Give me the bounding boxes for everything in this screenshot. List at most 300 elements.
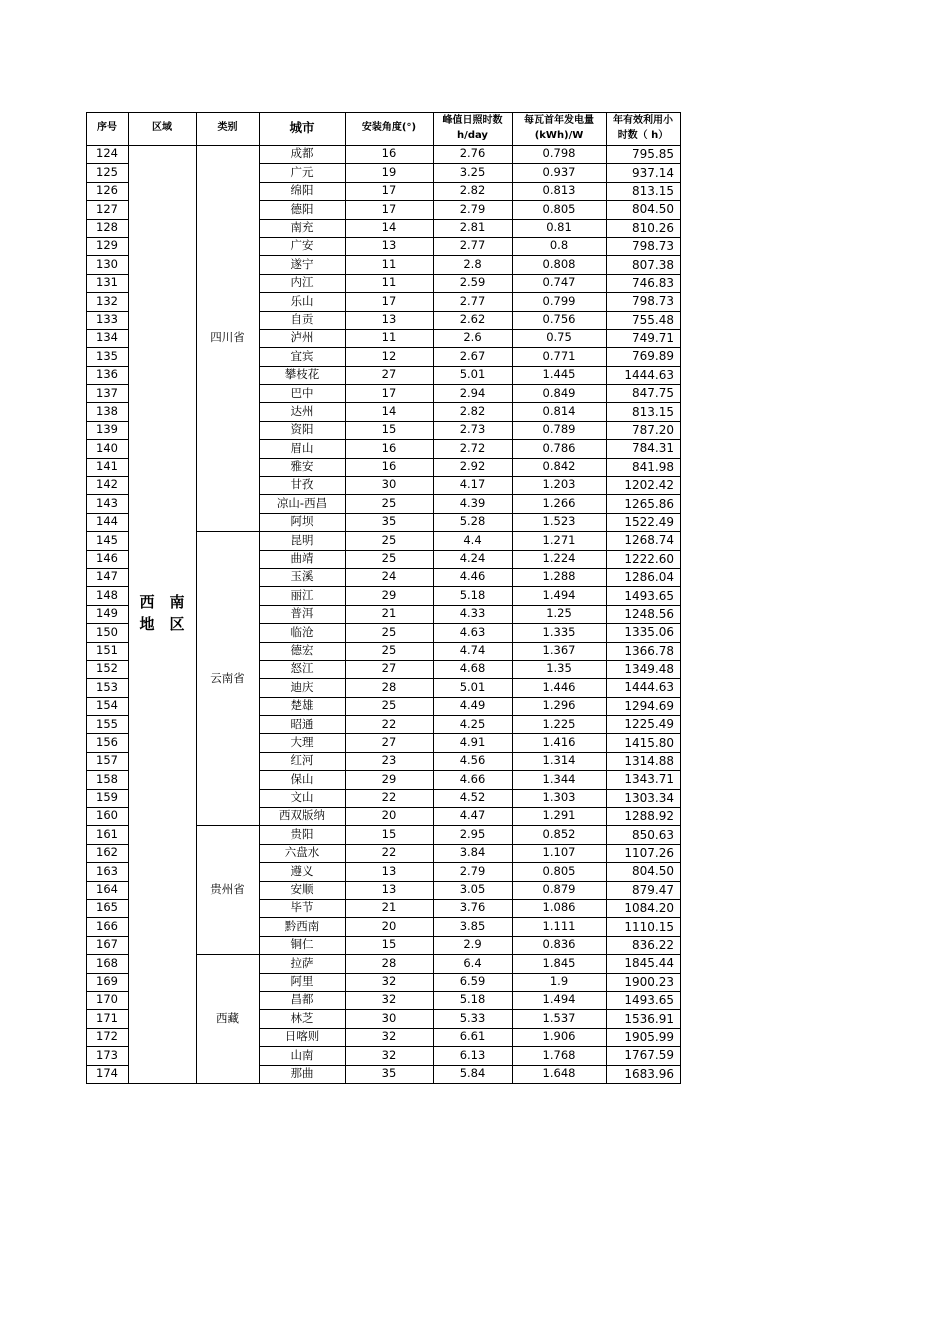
city-cell: 泸州: [290, 330, 314, 345]
energy-cell: 1.906: [542, 1029, 576, 1044]
grid-line: [86, 733, 128, 734]
energy-cell: 1.314: [542, 753, 576, 768]
seq-cell: 128: [96, 219, 118, 234]
grid-line: [259, 402, 681, 403]
peak-hours-cell: 4.4: [463, 532, 482, 547]
energy-cell: 0.771: [542, 348, 576, 363]
peak-hours-cell: 2.62: [459, 311, 486, 326]
solar-data-table: [86, 112, 681, 1085]
grid-line: [86, 513, 128, 514]
grid-line: [259, 182, 681, 183]
seq-cell: 143: [96, 495, 118, 510]
peak-hours-cell: 4.68: [459, 661, 486, 676]
grid-line: [259, 899, 681, 900]
grid-line: [259, 936, 681, 937]
angle-cell: 32: [381, 973, 397, 988]
seq-cell: 169: [96, 973, 118, 988]
peak-hours-cell: 4.33: [459, 606, 486, 621]
peak-hours-cell: 5.18: [459, 992, 486, 1007]
header-category-text: 类别: [217, 122, 238, 134]
annual-hours-cell: 1265.86: [624, 496, 674, 511]
city-cell: 玉溪: [290, 569, 314, 584]
annual-hours-cell: 1905.99: [624, 1029, 674, 1044]
energy-cell: 0.813: [542, 183, 576, 198]
seq-cell: 145: [96, 532, 118, 547]
seq-cell: 132: [96, 293, 118, 308]
angle-cell: 25: [381, 495, 397, 510]
annual-hours-cell: 787.20: [632, 423, 674, 438]
city-cell: 楚雄: [290, 698, 314, 713]
annual-hours-cell: 1444.63: [624, 680, 674, 695]
angle-cell: 19: [381, 164, 397, 179]
city-cell: 昌都: [290, 992, 314, 1007]
grid-line: [259, 219, 681, 220]
grid-line: [86, 770, 128, 771]
angle-cell: 20: [381, 808, 397, 823]
grid-line: [86, 881, 128, 882]
energy-cell: 0.789: [542, 422, 576, 437]
peak-hours-cell: 5.01: [459, 367, 486, 382]
peak-hours-cell: 4.74: [459, 642, 486, 657]
grid-line: [86, 991, 128, 992]
seq-cell: 171: [96, 1010, 118, 1025]
grid-line: [86, 917, 128, 918]
energy-cell: 0.836: [542, 937, 576, 952]
annual-hours-cell: 807.38: [632, 257, 674, 272]
peak-hours-cell: 2.77: [459, 293, 486, 308]
peak-hours-cell: 2.77: [459, 238, 486, 253]
energy-cell: 1.9: [549, 973, 569, 988]
energy-cell: 0.75: [546, 330, 572, 345]
annual-hours-cell: 1767.59: [624, 1048, 674, 1063]
energy-cell: 1.523: [542, 514, 576, 529]
grid-line: [86, 789, 128, 790]
grid-line: [259, 844, 681, 845]
city-cell: 遵义: [290, 863, 314, 878]
peak-hours-cell: 4.63: [459, 624, 486, 639]
peak-hours-cell: 4.24: [459, 551, 486, 566]
energy-cell: 1.768: [542, 1047, 576, 1062]
grid-line: [86, 329, 128, 330]
grid-line: [259, 1028, 681, 1029]
peak-hours-cell: 2.82: [459, 403, 486, 418]
peak-hours-cell: 3.85: [459, 918, 486, 933]
annual-hours-cell: 798.73: [632, 239, 674, 254]
seq-cell: 162: [96, 845, 118, 860]
header-region-text: 区域: [152, 122, 172, 134]
seq-cell: 174: [96, 1065, 118, 1080]
annual-hours-cell: 1522.49: [624, 514, 674, 529]
energy-cell: 1.288: [542, 569, 576, 584]
grid-line: [259, 347, 681, 348]
peak-hours-cell: 3.76: [459, 900, 486, 915]
peak-hours-cell: 4.25: [459, 716, 486, 731]
angle-cell: 35: [381, 1065, 397, 1080]
seq-cell: 153: [96, 679, 118, 694]
peak-hours-cell: 4.52: [459, 790, 486, 805]
peak-hours-cell: 5.33: [459, 1010, 486, 1025]
seq-cell: 152: [96, 661, 118, 676]
peak-hours-cell: 2.9: [463, 937, 482, 952]
city-cell: 拉萨: [290, 955, 314, 970]
energy-cell: 1.303: [542, 790, 576, 805]
peak-hours-cell: 2.73: [459, 422, 486, 437]
annual-hours-cell: 1248.56: [624, 606, 674, 621]
peak-hours-cell: 4.46: [459, 569, 486, 584]
energy-cell: 0.805: [542, 201, 576, 216]
angle-cell: 25: [381, 698, 397, 713]
grid-line: [86, 402, 128, 403]
header-category: [196, 112, 259, 145]
seq-cell: 166: [96, 918, 118, 933]
annual-hours-cell: 769.89: [632, 349, 674, 364]
peak-hours-cell: 6.13: [459, 1047, 486, 1062]
grid-line: [259, 605, 681, 606]
peak-hours-cell: 2.72: [459, 440, 486, 455]
grid-line: [86, 274, 128, 275]
annual-hours-cell: 850.63: [632, 827, 674, 842]
annual-hours-cell: 813.15: [632, 404, 674, 419]
angle-cell: 14: [381, 403, 397, 418]
energy-cell: 1.25: [546, 606, 572, 621]
header-energy: [512, 112, 606, 145]
peak-hours-cell: 2.81: [459, 219, 486, 234]
energy-cell: 1.367: [542, 642, 576, 657]
grid-line: [86, 163, 128, 164]
energy-cell: 1.648: [542, 1065, 576, 1080]
angle-cell: 17: [381, 385, 397, 400]
annual-hours-cell: 1335.06: [624, 625, 674, 640]
grid-line: [259, 660, 681, 661]
energy-cell: 1.335: [542, 624, 576, 639]
energy-cell: 0.799: [542, 293, 576, 308]
grid-line: [86, 145, 681, 146]
grid-line: [259, 1009, 681, 1010]
grid-line: [86, 1028, 128, 1029]
seq-cell: 150: [96, 624, 118, 639]
grid-line: [259, 421, 681, 422]
city-cell: 丽江: [290, 587, 314, 602]
grid-line: [433, 112, 434, 1084]
angle-cell: 29: [381, 771, 397, 786]
city-cell: 日喀则: [284, 1029, 320, 1044]
grid-line: [86, 458, 128, 459]
angle-cell: 16: [381, 459, 397, 474]
grid-line: [259, 494, 681, 495]
city-cell: 铜仁: [290, 937, 314, 952]
header-annual-hours-text: 时数（ h）: [617, 129, 669, 141]
energy-cell: 1.291: [542, 808, 576, 823]
seq-cell: 155: [96, 716, 118, 731]
peak-hours-cell: 2.94: [459, 385, 486, 400]
category-cell: 西藏: [216, 1010, 239, 1025]
grid-line: [196, 112, 197, 1084]
annual-hours-cell: 1493.65: [624, 993, 674, 1008]
energy-cell: 0.805: [542, 863, 576, 878]
grid-line: [259, 697, 681, 698]
seq-cell: 140: [96, 440, 118, 455]
seq-cell: 127: [96, 201, 118, 216]
angle-cell: 22: [381, 845, 397, 860]
annual-hours-cell: 804.50: [632, 202, 674, 217]
grid-line: [259, 917, 681, 918]
energy-cell: 1.296: [542, 698, 576, 713]
annual-hours-cell: 1222.60: [624, 551, 674, 566]
annual-hours-cell: 810.26: [632, 220, 674, 235]
city-cell: 六盘水: [284, 845, 320, 860]
seq-cell: 148: [96, 587, 118, 602]
energy-cell: 0.798: [542, 146, 576, 161]
peak-hours-cell: 2.6: [463, 330, 482, 345]
grid-line: [86, 642, 128, 643]
annual-hours-cell: 1225.49: [624, 717, 674, 732]
annual-hours-cell: 1683.96: [624, 1066, 674, 1081]
angle-cell: 27: [381, 734, 397, 749]
energy-cell: 1.445: [542, 367, 576, 382]
grid-line: [86, 476, 128, 477]
angle-cell: 32: [381, 1047, 397, 1062]
annual-hours-cell: 1536.91: [624, 1011, 674, 1026]
energy-cell: 0.849: [542, 385, 576, 400]
city-cell: 那曲: [290, 1065, 314, 1080]
header-city-text: 城市: [289, 120, 315, 136]
annual-hours-cell: 813.15: [632, 183, 674, 198]
energy-cell: 1.845: [542, 955, 576, 970]
city-cell: 广安: [290, 238, 314, 253]
peak-hours-cell: 4.47: [459, 808, 486, 823]
energy-cell: 0.814: [542, 403, 576, 418]
grid-line: [259, 366, 681, 367]
grid-line: [259, 715, 681, 716]
grid-line: [259, 954, 681, 955]
peak-hours-cell: 2.76: [459, 146, 486, 161]
annual-hours-cell: 1493.65: [624, 588, 674, 603]
region-text: 西 南: [139, 593, 185, 612]
grid-line: [259, 1065, 681, 1066]
annual-hours-cell: 755.48: [632, 312, 674, 327]
energy-cell: 1.111: [542, 918, 576, 933]
grid-line: [259, 752, 681, 753]
grid-line: [86, 899, 128, 900]
grid-line: [86, 1065, 128, 1066]
city-cell: 黔西南: [284, 918, 320, 933]
grid-line: [259, 623, 681, 624]
header-angle: [345, 112, 433, 145]
angle-cell: 32: [381, 1029, 397, 1044]
energy-cell: 0.808: [542, 256, 576, 271]
city-cell: 眉山: [290, 440, 314, 455]
seq-cell: 136: [96, 367, 118, 382]
peak-hours-cell: 3.05: [459, 882, 486, 897]
seq-cell: 142: [96, 477, 118, 492]
grid-line: [345, 112, 346, 1084]
annual-hours-cell: 1294.69: [624, 698, 674, 713]
city-cell: 乐山: [290, 293, 314, 308]
angle-cell: 27: [381, 367, 397, 382]
annual-hours-cell: 841.98: [632, 459, 674, 474]
peak-hours-cell: 2.82: [459, 183, 486, 198]
annual-hours-cell: 847.75: [632, 386, 674, 401]
grid-line: [259, 237, 681, 238]
seq-cell: 130: [96, 256, 118, 271]
angle-cell: 16: [381, 146, 397, 161]
header-energy-text: 每瓦首年发电量: [524, 115, 594, 126]
grid-line: [259, 112, 260, 1084]
grid-line: [86, 219, 128, 220]
category-cell: 云南省: [210, 670, 245, 685]
grid-line: [259, 825, 681, 826]
angle-cell: 25: [381, 532, 397, 547]
grid-line: [259, 550, 681, 551]
angle-cell: 25: [381, 624, 397, 639]
grid-line: [86, 1009, 128, 1010]
seq-cell: 154: [96, 698, 118, 713]
city-cell: 攀枝花: [284, 367, 320, 382]
angle-cell: 22: [381, 790, 397, 805]
angle-cell: 24: [381, 569, 397, 584]
angle-cell: 15: [381, 937, 397, 952]
peak-hours-cell: 5.01: [459, 679, 486, 694]
energy-cell: 1.35: [546, 661, 572, 676]
city-cell: 遂宁: [290, 256, 314, 271]
seq-cell: 164: [96, 882, 118, 897]
city-cell: 自贡: [290, 311, 314, 326]
annual-hours-cell: 937.14: [632, 165, 674, 180]
annual-hours-cell: 1314.88: [624, 754, 674, 769]
grid-line: [86, 586, 128, 587]
city-cell: 普洱: [290, 606, 314, 621]
angle-cell: 25: [381, 642, 397, 657]
header-city: [259, 112, 345, 145]
annual-hours-cell: 1084.20: [624, 901, 674, 916]
grid-line: [196, 531, 259, 532]
grid-line: [86, 825, 128, 826]
grid-line: [259, 881, 681, 882]
annual-hours-cell: 1366.78: [624, 643, 674, 658]
city-cell: 德宏: [290, 642, 314, 657]
annual-hours-cell: 1303.34: [624, 790, 674, 805]
seq-cell: 170: [96, 992, 118, 1007]
grid-line: [259, 384, 681, 385]
seq-cell: 126: [96, 183, 118, 198]
category-cell: 四川省: [210, 330, 245, 345]
energy-cell: 0.756: [542, 311, 576, 326]
grid-line: [86, 1083, 681, 1084]
grid-line: [86, 678, 128, 679]
grid-line: [259, 458, 681, 459]
grid-line: [86, 807, 128, 808]
peak-hours-cell: 2.8: [463, 256, 482, 271]
peak-hours-cell: 4.39: [459, 495, 486, 510]
seq-cell: 129: [96, 238, 118, 253]
peak-hours-cell: 4.56: [459, 753, 486, 768]
angle-cell: 13: [381, 238, 397, 253]
seq-cell: 125: [96, 164, 118, 179]
annual-hours-cell: 1845.44: [624, 956, 674, 971]
angle-cell: 11: [381, 275, 397, 290]
city-cell: 德阳: [290, 201, 314, 216]
grid-line: [86, 715, 128, 716]
peak-hours-cell: 6.4: [463, 955, 482, 970]
annual-hours-cell: 746.83: [632, 275, 674, 290]
category-cell: 贵州省: [210, 882, 245, 897]
energy-cell: 1.266: [542, 495, 576, 510]
seq-cell: 151: [96, 642, 118, 657]
grid-line: [86, 112, 681, 113]
peak-hours-cell: 3.25: [459, 164, 486, 179]
seq-cell: 141: [96, 459, 118, 474]
angle-cell: 28: [381, 955, 397, 970]
angle-cell: 11: [381, 256, 397, 271]
annual-hours-cell: 1343.71: [624, 772, 674, 787]
grid-line: [259, 255, 681, 256]
grid-line: [128, 112, 129, 1084]
peak-hours-cell: 5.84: [459, 1065, 486, 1080]
grid-line: [86, 862, 128, 863]
seq-cell: 157: [96, 753, 118, 768]
grid-line: [86, 347, 128, 348]
grid-line: [259, 329, 681, 330]
grid-line: [86, 954, 128, 955]
angle-cell: 22: [381, 716, 397, 731]
angle-cell: 16: [381, 440, 397, 455]
annual-hours-cell: 1110.15: [624, 919, 674, 934]
city-cell: 阿坝: [290, 514, 314, 529]
header-seq-text: 序号: [97, 122, 117, 134]
angle-cell: 29: [381, 587, 397, 602]
city-cell: 广元: [290, 164, 314, 179]
seq-cell: 163: [96, 863, 118, 878]
grid-line: [680, 112, 681, 1084]
city-cell: 达州: [290, 403, 314, 418]
peak-hours-cell: 5.18: [459, 587, 486, 602]
grid-line: [259, 789, 681, 790]
peak-hours-cell: 5.28: [459, 514, 486, 529]
grid-line: [259, 311, 681, 312]
peak-hours-cell: 6.59: [459, 973, 486, 988]
seq-cell: 133: [96, 311, 118, 326]
header-peak-hours-text: 峰值日照时数: [442, 115, 503, 126]
peak-hours-cell: 3.84: [459, 845, 486, 860]
grid-line: [259, 439, 681, 440]
city-cell: 文山: [290, 790, 314, 805]
grid-line: [86, 384, 128, 385]
grid-line: [259, 274, 681, 275]
energy-cell: 1.086: [542, 900, 576, 915]
city-cell: 贵阳: [290, 826, 314, 841]
grid-line: [86, 844, 128, 845]
header-peak-hours-text: h/day: [457, 129, 488, 141]
angle-cell: 17: [381, 293, 397, 308]
peak-hours-cell: 2.67: [459, 348, 486, 363]
grid-line: [86, 550, 128, 551]
seq-cell: 124: [96, 146, 118, 161]
seq-cell: 139: [96, 422, 118, 437]
seq-cell: 159: [96, 790, 118, 805]
header-angle-text: 安装角度(°): [361, 122, 417, 134]
annual-hours-cell: 749.71: [632, 331, 674, 346]
seq-cell: 161: [96, 826, 118, 841]
city-cell: 曲靖: [290, 551, 314, 566]
grid-line: [86, 568, 128, 569]
energy-cell: 0.937: [542, 164, 576, 179]
seq-cell: 135: [96, 348, 118, 363]
annual-hours-cell: 1349.48: [624, 662, 674, 677]
grid-line: [86, 1046, 128, 1047]
seq-cell: 173: [96, 1047, 118, 1062]
energy-cell: 1.537: [542, 1010, 576, 1025]
annual-hours-cell: 1415.80: [624, 735, 674, 750]
